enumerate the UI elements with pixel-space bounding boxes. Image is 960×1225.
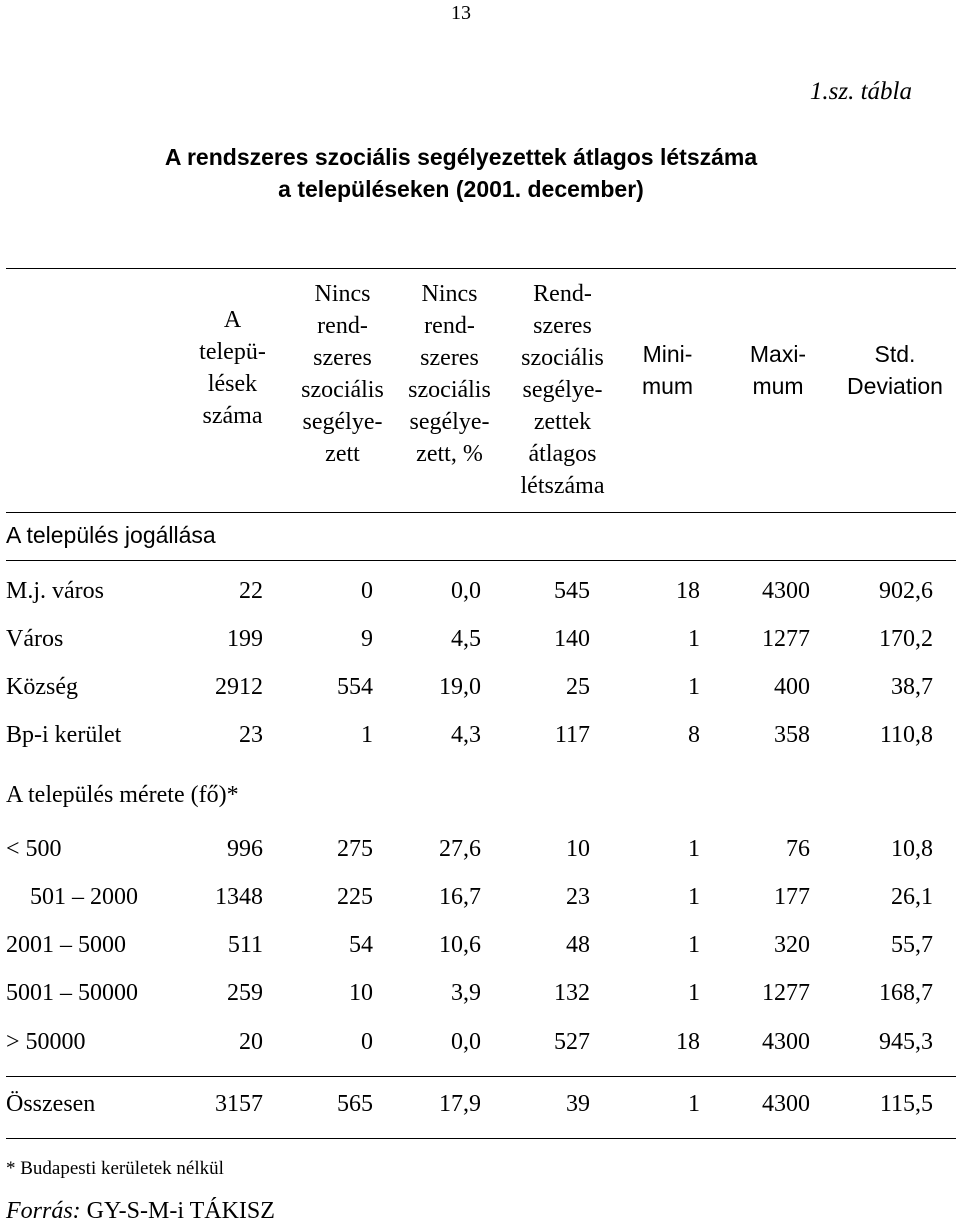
table-cell: 18 [676,578,700,604]
table-cell: 10,8 [891,836,933,862]
table-cell: 1 [688,884,700,910]
table-cell: 16,7 [439,884,481,910]
table-cell: 902,6 [879,578,933,604]
table-cell: 76 [786,836,810,862]
table-row [0,578,960,610]
header-line: Std. [874,341,916,367]
header-line: lések [207,371,258,397]
table-row [0,1029,960,1061]
table-cell: 1 [688,980,700,1006]
table-cell: 25 [566,674,590,700]
header-line: segélye- [409,409,490,435]
header-line: szeres [533,313,592,339]
header-line: szociális [301,377,384,403]
total-bottom-rule [6,1138,956,1139]
header-line: A [223,307,242,333]
table-cell: 55,7 [891,932,933,958]
row-label: Összesen [6,1091,96,1117]
table-cell: 4300 [762,1029,810,1055]
row-label: M.j. város [6,578,104,604]
header-line: létszáma [520,473,605,499]
header-bottom-rule [6,512,956,513]
header-line: Rend- [533,281,592,307]
table-cell: 115,5 [879,1091,933,1117]
col-header-settlements [185,304,280,432]
table-cell: 1 [688,626,700,652]
table-cell: 1 [688,1091,700,1117]
table-cell: 199 [227,626,263,652]
header-line: Deviation [847,373,943,399]
table-cell: 1 [361,722,373,748]
table-cell: 565 [337,1091,373,1117]
header-top-rule [6,268,956,269]
row-label: > 50000 [6,1029,86,1055]
table-cell: 26,1 [891,884,933,910]
table-cell: 19,0 [439,674,481,700]
row-label: Város [6,626,64,652]
header-line: mum [752,373,804,399]
header-line: mum [641,373,694,399]
table-cell: 545 [554,578,590,604]
header-line: szociális [408,377,491,403]
table-cell: 4,3 [451,722,481,748]
table-cell: 23 [239,722,263,748]
table-cell: 527 [554,1029,590,1055]
col-header-avg-recipients [500,278,625,502]
row-label: Község [6,674,78,700]
header-line: telepü- [199,339,266,365]
table-row [0,836,960,868]
table-cell: 1277 [762,626,810,652]
total-top-rule [6,1076,956,1077]
table-cell: 22 [239,578,263,604]
table-cell: 1 [688,674,700,700]
header-body-rule [6,560,956,561]
table-cell: 48 [566,932,590,958]
header-line: Nincs [421,281,478,307]
table-cell: 1 [688,836,700,862]
row-label: 501 – 2000 [30,884,138,910]
table-cell: 10 [566,836,590,862]
header-line: zett, % [416,441,483,467]
header-line: Mini- [642,341,693,367]
table-cell: 27,6 [439,836,481,862]
header-line: szeres [420,345,479,371]
table-cell: 1 [688,932,700,958]
table-cell: 225 [337,884,373,910]
row-label: < 500 [6,836,62,862]
header-line: zettek [533,409,592,435]
size-section-label: A település mérete (fő)* [6,782,239,808]
table-cell: 177 [774,884,810,910]
header-line: száma [202,403,263,429]
table-cell: 18 [676,1029,700,1055]
row-header-label: A település jogállása [6,522,216,548]
total-row [0,1091,960,1123]
header-line: segélye- [302,409,383,435]
col-header-no-aid [285,278,400,470]
header-line: átlagos [528,441,597,467]
table-cell: 140 [554,626,590,652]
table-cell: 9 [361,626,373,652]
table-cell: 20 [239,1029,263,1055]
table-cell: 168,7 [879,980,933,1006]
table-row [0,722,960,754]
table-row [0,626,960,658]
header-line: szociális [521,345,604,371]
table-row [0,674,960,706]
table-cell: 358 [774,722,810,748]
col-header-std-deviation [830,338,960,402]
table-row [0,932,960,964]
table-title-line-1: A rendszeres szociális segélyezettek átlagos létszáma [164,144,758,170]
header-line: rend- [317,313,368,339]
table-cell: 2912 [215,674,263,700]
table-cell: 996 [227,836,263,862]
table-cell: 4300 [762,578,810,604]
table-cell: 259 [227,980,263,1006]
table-cell: 23 [566,884,590,910]
col-header-maximum [728,338,828,402]
col-header-minimum [620,338,715,402]
header-line: Nincs [314,281,371,307]
table-cell: 39 [566,1091,590,1117]
page-number: 13 [451,2,471,24]
table-cell: 117 [554,722,590,748]
table-cell: 10,6 [439,932,481,958]
header-line: zett [325,441,360,467]
table-cell: 0,0 [451,578,481,604]
table-cell: 17,9 [439,1091,481,1117]
table-cell: 38,7 [891,674,933,700]
table-cell: 170,2 [879,626,933,652]
table-cell: 0 [361,1029,373,1055]
table-row [0,980,960,1012]
table-cell: 275 [337,836,373,862]
row-label: 2001 – 5000 [6,932,126,958]
source-text: GY-S-M-i TÁKISZ [86,1198,275,1224]
table-cell: 110,8 [879,722,933,748]
table-cell: 945,3 [879,1029,933,1055]
table-cell: 10 [349,980,373,1006]
table-cell: 3,9 [451,980,481,1006]
table-cell: 511 [227,932,263,958]
table-cell: 554 [337,674,373,700]
source-label: Forrás: [6,1198,81,1224]
table-cell: 4300 [762,1091,810,1117]
table-title-line-2: a településeken (2001. december) [278,176,644,202]
header-line: Maxi- [749,341,807,367]
table-cell: 1348 [215,884,263,910]
header-line: szeres [313,345,372,371]
table-cell: 0,0 [451,1029,481,1055]
table-cell: 3157 [215,1091,263,1117]
source-line [6,1198,275,1225]
table-cell: 400 [774,674,810,700]
footnote: * Budapesti kerületek nélkül [6,1158,224,1179]
table-cell: 132 [554,980,590,1006]
table-cell: 4,5 [451,626,481,652]
header-line: rend- [424,313,475,339]
col-header-no-aid-pct [392,278,507,470]
table-row [0,884,960,916]
table-cell: 0 [361,578,373,604]
row-label: Bp-i kerület [6,722,122,748]
table-label: 1.sz. tábla [809,78,912,105]
header-line: segélye- [522,377,603,403]
row-label: 5001 – 50000 [6,980,138,1006]
table-cell: 1277 [762,980,810,1006]
table-cell: 8 [688,722,700,748]
table-cell: 320 [774,932,810,958]
table-cell: 54 [349,932,373,958]
